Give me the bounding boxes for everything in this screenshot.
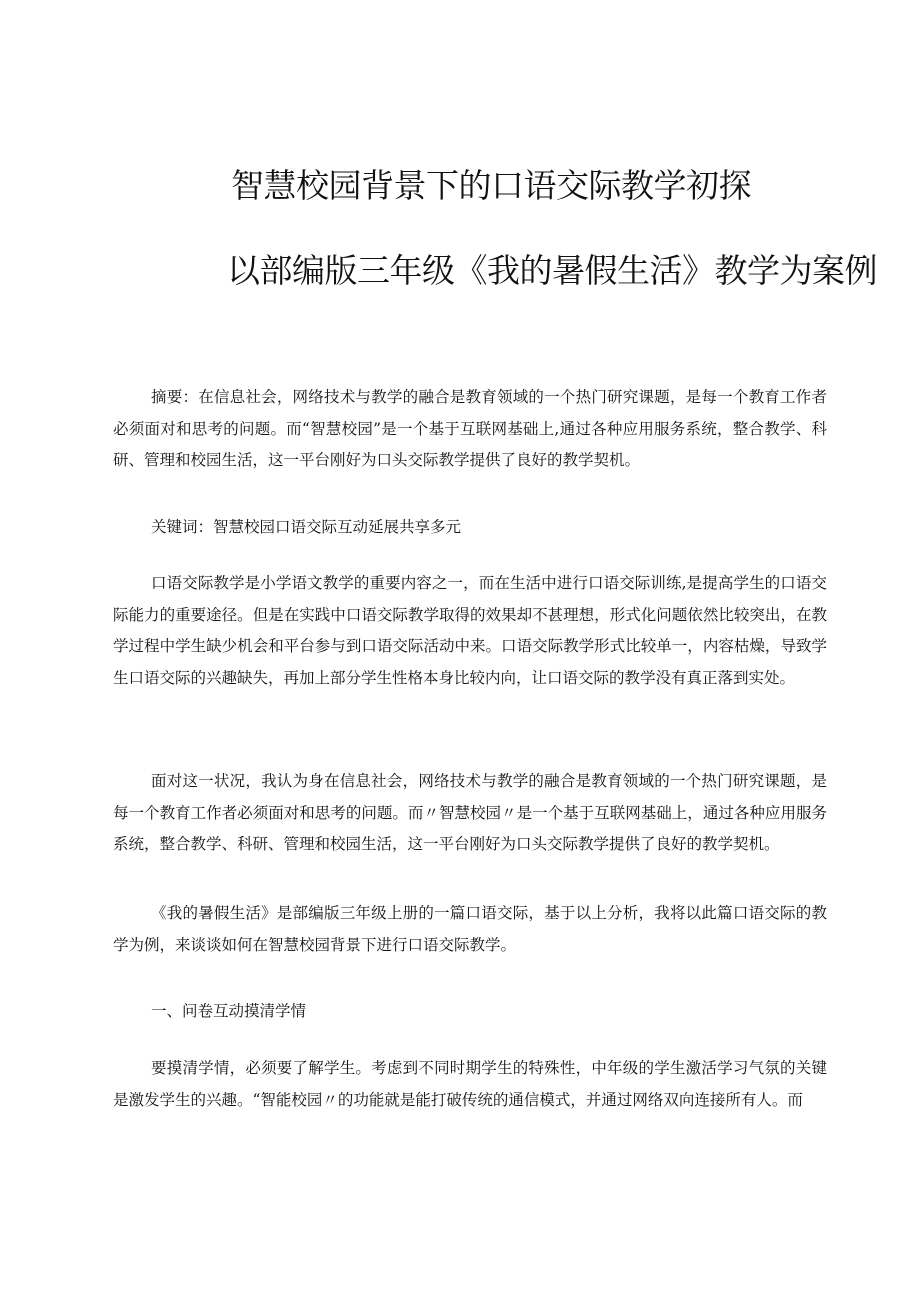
section-heading: 一、问卷互动摸清学情 [151, 1002, 307, 1020]
document-subtitle: 以部编版三年级《我的暑假生活》教学为案例 [227, 251, 877, 290]
section-paragraph: 要摸清学情，必须要了解学生。考虑到不同时期学生的特殊性，中年级的学生激活学习气氛的关键是激发学生的兴趣。“智能校园〃的功能就是能打破传统的通信模式，并通过网络双向连接所有人。而 [113, 1059, 827, 1109]
body-paragraph: 口语交际教学是小学语文教学的重要内容之一，而在生活中进行口语交际训练,是提高学生的口语交际能力的重要途径。但是在实践中口语交际教学取得的效果却不甚理想，形式化问题依然比较突出，在教学过程中学生缺少机会和平台参与到口语交际活动中来。口语交际教学形式比较单一，内容枯燥，导致学生口语交际的兴趣缺失，再加上部分学生性格本身比较内向，让口语交际的教学没有真正落到实处。 [113, 574, 827, 687]
keywords-text: 智慧校园口语交际互动延展共享多元 [213, 518, 462, 536]
keywords-label: 关键词： [151, 518, 214, 536]
abstract-paragraph [113, 382, 827, 477]
body-paragraph: 面对这一状况，我认为身在信息社会，网络技术与教学的融合是教育领域的一个热门研究课题，是每一个教育工作者必须面对和思考的问题。而〃智慧校园〃是一个基于互联网基础上，通过各种应用服务系统，整合教学、科研、管理和校园生活，这一平台刚好为口头交际教学提供了良好的教学契机。 [113, 772, 827, 853]
document-title: 智慧校园背景下的口语交际教学初探 [231, 166, 751, 205]
abstract-label: 摘要： [151, 388, 199, 406]
abstract-text: 在信息社会，网络技术与教学的融合是教育领域的一个热门研究课题，是每一个教育工作者必须面对和思考的问题。而“智慧校园”是一个基于互联网基础上,通过各种应用服务系统，整合教学、科研、管理和校园生活，这一平台刚好为口头交际教学提供了良好的教学契机。 [113, 388, 827, 469]
body-paragraph: 《我的暑假生活》是部编版三年级上册的一篇口语交际，基于以上分析，我将以此篇口语交际的教学为例，来谈谈如何在智慧校园背景下进行口语交际教学。 [113, 904, 827, 954]
keywords-paragraph [113, 512, 827, 544]
